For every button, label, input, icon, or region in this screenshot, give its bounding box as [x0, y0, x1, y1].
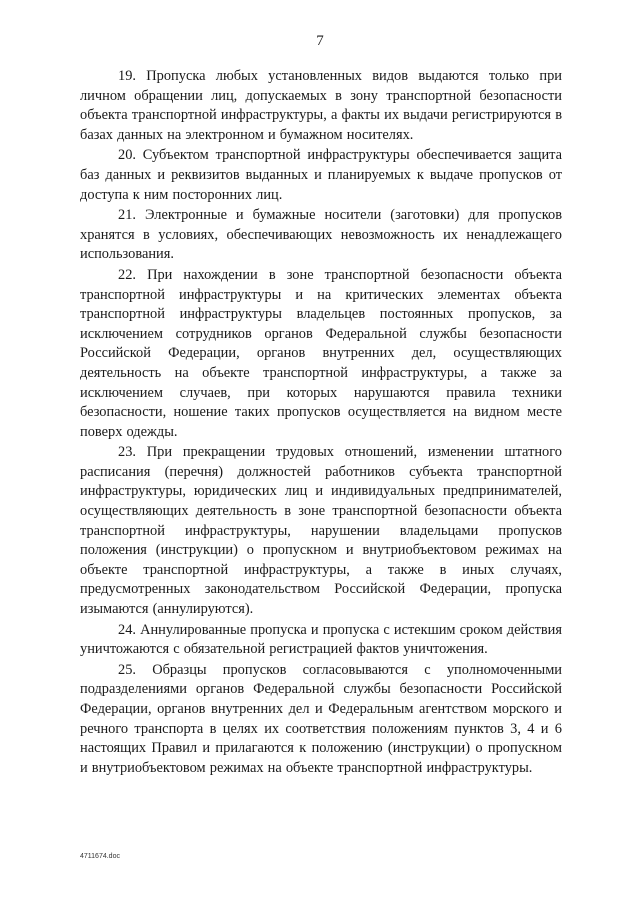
- document-body: [80, 67, 562, 778]
- paragraph-23: 23. При прекращении трудовых отношений, изменении штатного расписания (перечня) должностей работников субъекта транспортной инфраструктуры, юридических лиц и индивидуальных предпринимателей, осуществляющих деятельность в зоне транспортной безопасности объекта транспортной инфраструктуры, нарушении владельцами пропусков положения (инструкции) о пропускном и внутриобъектовом режимах на объекте транспортной инфраструктуры, а также в иных случаях, предусмотренных законодательством Российской Федерации, пропуска изымаются (аннулируются).: [80, 444, 562, 618]
- paragraph-25: 25. Образцы пропусков согласовываются с уполномоченными подразделениями органов Федеральной службы безопасности Российской Федерации, органов внутренних дел и Федеральным агентством морского и речного транспорта в целях их соответствия положениям пунктов 3, 4 и 6 настоящих Правил и прилагаются к положению (инструкции) о пропускном и внутриобъектовом режимах на объекте транспортной инфраструктуры.: [80, 661, 562, 776]
- paragraph-20: 20. Субъектом транспортной инфраструктуры обеспечивается защита баз данных и реквизитов выданных и планируемых к выдаче пропусков от доступа к ним посторонних лиц.: [80, 147, 562, 203]
- page-number: 7: [316, 33, 324, 49]
- paragraph-21: 21. Электронные и бумажные носители (заготовки) для пропусков хранятся в условиях, обеспечивающих невозможность их ненадлежащего использования.: [80, 207, 562, 263]
- footer-file-name: 4711674.doc: [80, 853, 120, 860]
- paragraph-19: 19. Пропуска любых установленных видов выдаются только при личном обращении лиц, допускаемых в зону транспортной безопасности объекта транспортной инфраструктуры, а факты их выдачи регистрируются в базах данных на электронном и бумажном носителях.: [80, 68, 562, 143]
- paragraph-24: 24. Аннулированные пропуска и пропуска с истекшим сроком действия уничтожаются с обязательной регистрацией фактов уничтожения.: [80, 621, 562, 658]
- paragraph-22: 22. При нахождении в зоне транспортной безопасности объекта транспортной инфраструктуры и на критических элементах объекта транспортной инфраструктуры владельцев постоянных пропусков, за исключением сотрудников органов Федеральной службы безопасности Российской Федерации, органов внутренних дел, осуществляющих деятельность на объекте транспортной инфраструктуры, а также за исключением случаев, при которых нарушаются правила техники безопасности, ношение таких пропусков осуществляется на видном месте поверх одежды.: [80, 266, 562, 440]
